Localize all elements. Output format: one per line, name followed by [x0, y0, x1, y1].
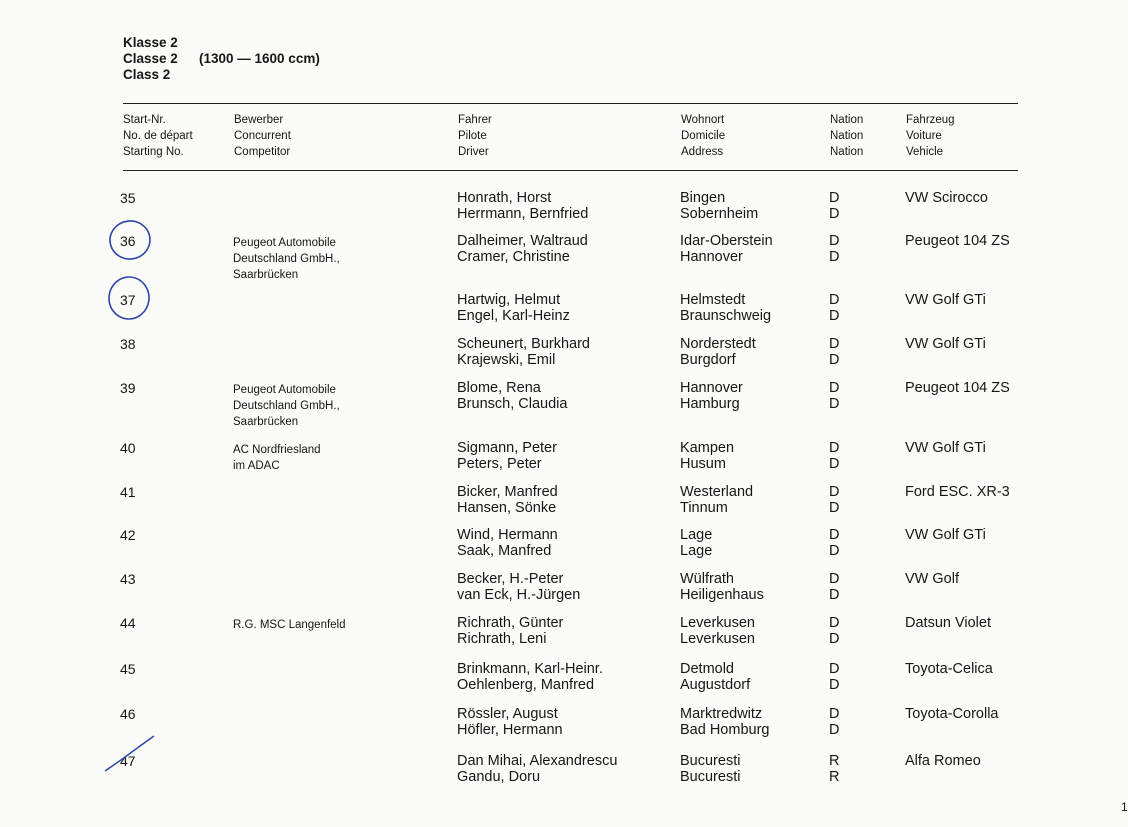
- column-header-line: Fahrer: [458, 114, 492, 126]
- header-rule-bottom: [123, 170, 1018, 171]
- driver-name: Cramer, Christine: [457, 249, 570, 265]
- driver-address: Marktredwitz: [680, 706, 763, 722]
- driver-name: Rössler, August: [457, 706, 558, 722]
- driver-name: Blome, Rena: [457, 380, 541, 396]
- driver-address: Hamburg: [680, 396, 740, 412]
- page-number: 1: [1121, 800, 1128, 814]
- driver-address: Helmstedt: [680, 292, 746, 308]
- driver-address: Bad Homburg: [680, 722, 770, 738]
- driver-name: van Eck, H.-Jürgen: [457, 587, 581, 603]
- start-number: 41: [120, 484, 136, 500]
- driver-nation: D: [829, 396, 840, 412]
- driver-name: Bicker, Manfred: [457, 484, 558, 500]
- start-number: 40: [120, 440, 136, 456]
- vehicle-name: Toyota-Celica: [905, 661, 993, 677]
- column-header-line: Nation: [830, 146, 864, 158]
- column-header-line: Start-Nr.: [123, 114, 166, 126]
- driver-nation: D: [829, 631, 840, 647]
- driver-address: Wülfrath: [680, 571, 734, 587]
- start-number: 47: [120, 753, 136, 769]
- column-header-line: Bewerber: [234, 114, 284, 126]
- driver-name: Brunsch, Claudia: [457, 396, 568, 412]
- driver-address: Braunschweig: [680, 308, 772, 324]
- driver-address: Augustdorf: [680, 677, 751, 693]
- driver-name: Krajewski, Emil: [457, 352, 556, 368]
- driver-address: Lage: [680, 543, 713, 559]
- column-header-line: Fahrzeug: [906, 114, 955, 126]
- competitor-line: AC Nordfriesland: [233, 444, 321, 456]
- column-header-line: Competitor: [234, 146, 291, 158]
- column-header-line: Vehicle: [906, 146, 944, 158]
- driver-address: Husum: [680, 456, 726, 472]
- driver-name: Oehlenberg, Manfred: [457, 677, 595, 693]
- vehicle-name: Datsun Violet: [905, 615, 991, 631]
- driver-address: Hannover: [680, 380, 743, 396]
- vehicle-name: Peugeot 104 ZS: [905, 233, 1010, 249]
- driver-address: Kampen: [680, 440, 735, 456]
- driver-address: Leverkusen: [680, 631, 755, 647]
- vehicle-name: Alfa Romeo: [905, 753, 981, 769]
- vehicle-name: VW Golf: [905, 571, 959, 587]
- driver-nation: D: [829, 292, 840, 308]
- vehicle-name: VW Golf GTi: [905, 292, 986, 308]
- driver-address: Lage: [680, 527, 713, 543]
- column-header-line: Voiture: [906, 130, 942, 142]
- driver-address: Bingen: [680, 190, 726, 206]
- driver-name: Richrath, Günter: [457, 615, 564, 631]
- driver-address: Detmold: [680, 661, 734, 677]
- driver-address: Hannover: [680, 249, 743, 265]
- driver-nation: D: [829, 206, 840, 222]
- driver-nation: D: [829, 587, 840, 603]
- column-header-line: Driver: [458, 146, 489, 158]
- competitor-line: Peugeot Automobile: [233, 384, 336, 396]
- class-heading-de: Klasse 2: [123, 35, 178, 50]
- driver-address: Bucuresti: [680, 769, 741, 785]
- header-rule-top: [123, 103, 1018, 104]
- column-header-line: Starting No.: [123, 146, 184, 158]
- driver-name: Hartwig, Helmut: [457, 292, 561, 308]
- driver-address: Norderstedt: [680, 336, 756, 352]
- column-header-line: Domicile: [681, 130, 726, 142]
- driver-address: Leverkusen: [680, 615, 755, 631]
- driver-nation: D: [829, 500, 840, 516]
- competitor-line: Saarbrücken: [233, 416, 299, 428]
- driver-nation: D: [829, 352, 840, 368]
- competitor-line: R.G. MSC Langenfeld: [233, 619, 346, 631]
- driver-nation: D: [829, 308, 840, 324]
- competitor-line: Deutschland GmbH.,: [233, 253, 340, 265]
- driver-nation: D: [829, 677, 840, 693]
- driver-name: Sigmann, Peter: [457, 440, 557, 456]
- start-number: 43: [120, 571, 136, 587]
- competitor-line: im ADAC: [233, 460, 280, 472]
- driver-nation: D: [829, 571, 840, 587]
- driver-address: Heiligenhaus: [680, 587, 764, 603]
- driver-name: Hansen, Sönke: [457, 500, 557, 516]
- driver-nation: D: [829, 722, 840, 738]
- driver-nation: D: [829, 233, 840, 249]
- driver-name: Gandu, Doru: [457, 769, 541, 785]
- driver-nation: R: [829, 753, 840, 769]
- driver-nation: D: [829, 706, 840, 722]
- vehicle-name: VW Golf GTi: [905, 527, 986, 543]
- driver-name: Dalheimer, Waltraud: [457, 233, 588, 249]
- driver-name: Engel, Karl-Heinz: [457, 308, 570, 324]
- driver-name: Becker, H.-Peter: [457, 571, 564, 587]
- column-header-line: Address: [681, 146, 724, 158]
- driver-nation: D: [829, 336, 840, 352]
- driver-address: Sobernheim: [680, 206, 759, 222]
- driver-address: Westerland: [680, 484, 754, 500]
- driver-nation: D: [829, 190, 840, 206]
- driver-name: Wind, Hermann: [457, 527, 558, 543]
- competitor-line: Saarbrücken: [233, 269, 299, 281]
- start-number: 35: [120, 190, 136, 206]
- driver-name: Brinkmann, Karl-Heinr.: [457, 661, 603, 677]
- driver-nation: D: [829, 380, 840, 396]
- driver-nation: D: [829, 661, 840, 677]
- driver-address: Tinnum: [680, 500, 728, 516]
- driver-name: Dan Mihai, Alexandrescu: [457, 753, 618, 769]
- column-header-driver: [458, 112, 492, 160]
- column-header-line: Wohnort: [681, 114, 725, 126]
- start-number: 36: [120, 233, 136, 249]
- column-header-address: [681, 112, 725, 160]
- displacement-range: (1300 — 1600 ccm): [199, 51, 320, 66]
- class-heading-en: Class 2: [123, 67, 171, 82]
- class-heading-fr: Classe 2: [123, 51, 178, 66]
- start-number: 37: [120, 292, 136, 308]
- column-header-line: No. de départ: [123, 130, 193, 142]
- driver-address: Bucuresti: [680, 753, 741, 769]
- driver-address: Burgdorf: [680, 352, 736, 368]
- column-header-line: Pilote: [458, 130, 487, 142]
- driver-nation: D: [829, 484, 840, 500]
- start-number: 44: [120, 615, 136, 631]
- column-header-start: [123, 112, 193, 160]
- vehicle-name: Ford ESC. XR-3: [905, 484, 1010, 500]
- driver-nation: D: [829, 543, 840, 559]
- driver-name: Herrmann, Bernfried: [457, 206, 589, 222]
- column-header-line: Nation: [830, 114, 864, 126]
- vehicle-name: Peugeot 104 ZS: [905, 380, 1010, 396]
- start-number: 45: [120, 661, 136, 677]
- column-header-nation: [830, 112, 863, 160]
- vehicle-name: VW Scirocco: [905, 190, 988, 206]
- driver-name: Höfler, Hermann: [457, 722, 563, 738]
- driver-nation: D: [829, 456, 840, 472]
- driver-nation: D: [829, 440, 840, 456]
- competitor-line: Peugeot Automobile: [233, 237, 336, 249]
- driver-name: Scheunert, Burkhard: [457, 336, 590, 352]
- column-header-vehicle: [906, 112, 955, 160]
- competitor-line: Deutschland GmbH.,: [233, 400, 340, 412]
- driver-nation: R: [829, 769, 840, 785]
- driver-nation: D: [829, 615, 840, 631]
- start-number: 39: [120, 380, 136, 396]
- driver-address: Idar-Oberstein: [680, 233, 773, 249]
- vehicle-name: Toyota-Corolla: [905, 706, 999, 722]
- driver-nation: D: [829, 527, 840, 543]
- column-header-line: Nation: [830, 130, 864, 142]
- start-number: 46: [120, 706, 136, 722]
- driver-nation: D: [829, 249, 840, 265]
- start-number: 42: [120, 527, 136, 543]
- driver-name: Peters, Peter: [457, 456, 542, 472]
- driver-name: Saak, Manfred: [457, 543, 552, 559]
- driver-name: Richrath, Leni: [457, 631, 547, 647]
- vehicle-name: VW Golf GTi: [905, 440, 986, 456]
- start-number: 38: [120, 336, 136, 352]
- driver-name: Honrath, Horst: [457, 190, 552, 206]
- column-header-competitor: [234, 112, 291, 160]
- column-header-line: Concurrent: [234, 130, 291, 142]
- vehicle-name: VW Golf GTi: [905, 336, 986, 352]
